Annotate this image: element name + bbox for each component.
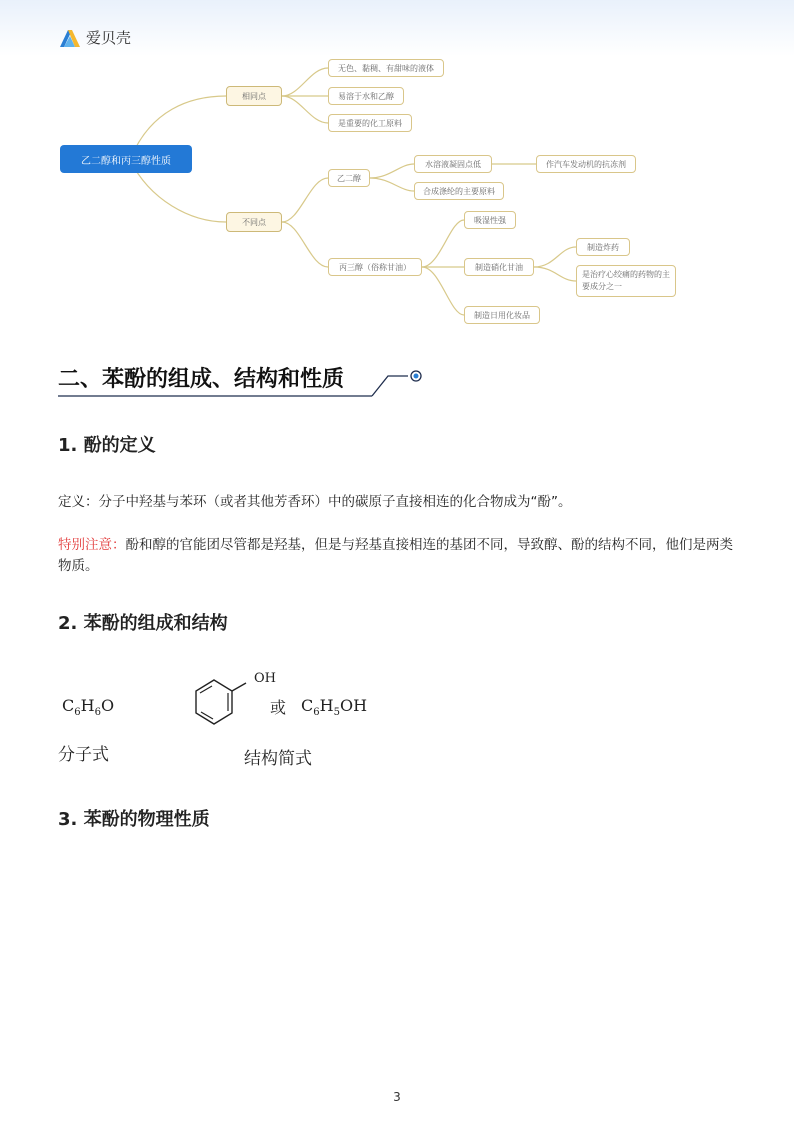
- node-glycerol-item[interactable]: 吸湿性强: [464, 211, 516, 229]
- node-nitro-use[interactable]: 制造炸药: [576, 238, 630, 256]
- heading-structure: 2. 苯酚的组成和结构: [58, 613, 228, 634]
- mindmap-root[interactable]: 乙二醇和丙三醇性质: [60, 145, 192, 173]
- node-same[interactable]: 相同点: [226, 86, 282, 106]
- node-glycerol[interactable]: 丙三醇（俗称甘油）: [328, 258, 422, 276]
- or-text: 或: [270, 698, 287, 717]
- special-note: [58, 535, 738, 577]
- node-nitro-use[interactable]: 是治疗心绞痛的药物的主要成分之一: [576, 265, 676, 297]
- page-number: 3: [393, 1090, 401, 1104]
- node-glycerol-item[interactable]: 制造硝化甘油: [464, 258, 534, 276]
- node-diff[interactable]: 不同点: [226, 212, 282, 232]
- phenol-structure-icon: [190, 670, 260, 740]
- node-eg-item[interactable]: 合成涤纶的主要原料: [414, 182, 504, 200]
- molecular-formula: $C_6H_6O$: [62, 696, 115, 719]
- caption-molecular: 分子式: [58, 745, 109, 765]
- node-same-item[interactable]: 易溶于水和乙醇: [328, 87, 404, 105]
- oh-label: OH: [254, 671, 276, 686]
- heading-physical: 3. 苯酚的物理性质: [58, 809, 210, 830]
- brand-name: 爱贝壳: [86, 29, 132, 47]
- node-same-item[interactable]: 是重要的化工原料: [328, 114, 412, 132]
- node-eg-use[interactable]: 作汽车发动机的抗冻剂: [536, 155, 636, 173]
- node-glycerol-item[interactable]: 制造日用化妆品: [464, 306, 540, 324]
- node-eg-item[interactable]: 水溶液凝固点低: [414, 155, 492, 173]
- definition-text: 定义：分子中羟基与苯环（或者其他芳香环）中的碳原子直接相连的化合物成为“酚”。: [58, 494, 572, 510]
- condensed-formula: $C_6H_5OH$: [301, 696, 368, 719]
- node-ethylene-glycol[interactable]: 乙二醇: [328, 169, 370, 187]
- caption-structure: 结构简式: [244, 749, 312, 769]
- section-title: 二、苯酚的组成、结构和性质: [58, 367, 345, 392]
- node-same-item[interactable]: 无色、黏稠、有甜味的液体: [328, 59, 444, 77]
- section-rule: [0, 0, 794, 420]
- heading-definition: 1. 酚的定义: [58, 435, 156, 456]
- note-text: 酚和醇的官能团尽管都是羟基，但是与羟基直接相连的基团不同，导致醇、酚的结构不同，他们是两类物质。: [58, 537, 733, 574]
- note-label: 特别注意：: [58, 537, 126, 553]
